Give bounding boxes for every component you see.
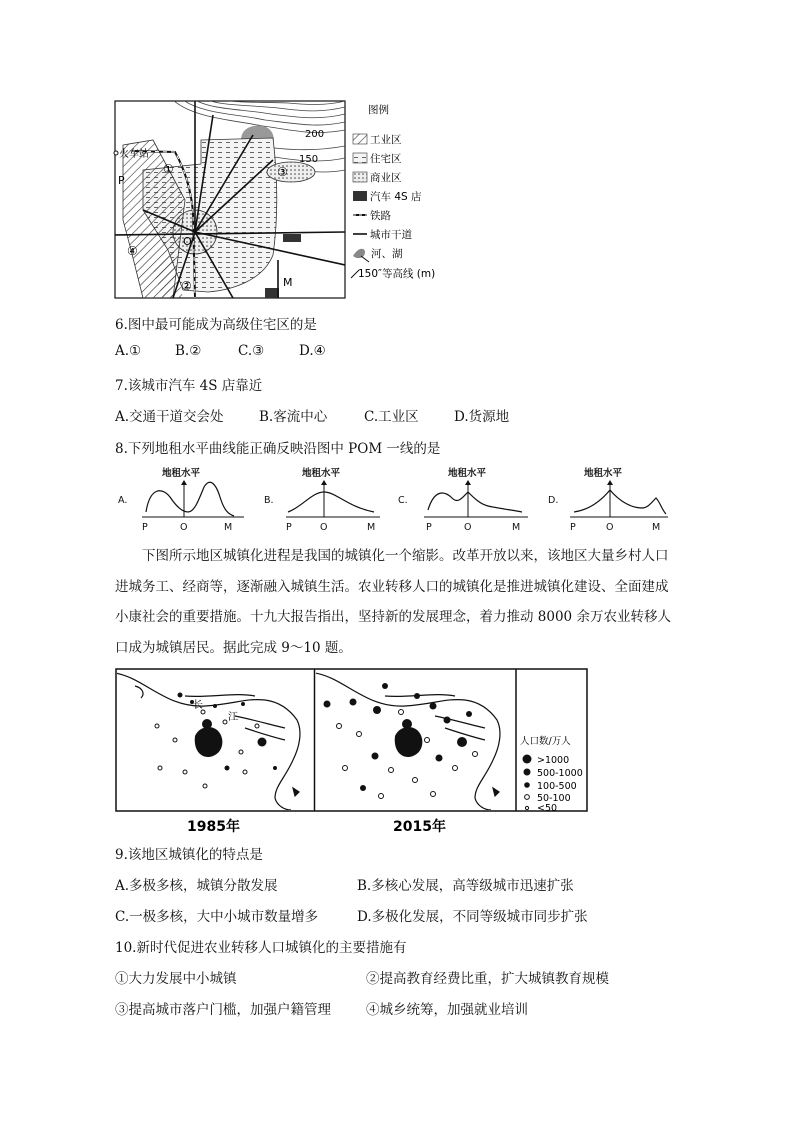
chart-b-tick-o: O (320, 522, 328, 533)
chart-a-ylabel: 地租水平 (162, 468, 201, 479)
q10-option-1[interactable]: ①大力发展中小城镇 (115, 971, 237, 987)
rent-curve-charts (112, 462, 677, 534)
contour-150-label: 150 (299, 154, 319, 165)
legend2-500-1000: 500-1000 (537, 768, 583, 779)
point-m-label: M (283, 276, 293, 289)
chart-a-tick-o: O (180, 522, 188, 533)
q7-option-b[interactable]: B.客流中心 (259, 409, 328, 425)
chart-c-tick-o: O (464, 522, 472, 533)
legend-river-lake: 河、湖 (371, 248, 403, 260)
q6-option-c[interactable]: C.③ (238, 343, 265, 359)
q7-stem: 7.该城市汽车 4S 店靠近 (115, 378, 263, 394)
chart-d-tick-o: O (606, 522, 614, 533)
reading-passage (115, 541, 680, 663)
q8-stem: 8.下列地租水平曲线能正确反映沿图中 POM 一线的是 (115, 441, 441, 457)
legend-residential: 住宅区 (370, 153, 402, 165)
q9-stem: 9.该地区城镇化的特点是 (115, 847, 263, 863)
river-label-chang: 长 (193, 700, 203, 711)
chart-b-tick-p: P (286, 522, 292, 533)
q7-option-d[interactable]: D.货源地 (454, 409, 510, 425)
chart-d-tick-m: M (652, 522, 661, 533)
contour-200-label: 200 (305, 129, 325, 140)
legend-4s-shop: 汽车 4S 店 (370, 191, 422, 203)
q7-option-a[interactable]: A.交通干道交会处 (115, 409, 224, 425)
train-station-label: 火车站 (119, 149, 149, 160)
q6-stem: 6.图中最可能成为高级住宅区的是 (115, 317, 317, 333)
legend-contour: 150″等高线 (m) (358, 268, 436, 280)
city-land-use-map (113, 100, 443, 300)
rent-chart-c[interactable] (398, 467, 528, 533)
chart-d-tick-p: P (570, 522, 576, 533)
q9-option-d[interactable]: D.多极化发展，不同等级城市同步扩张 (357, 909, 588, 925)
legend2-50-100: 50-100 (537, 793, 571, 804)
q7-option-c[interactable]: C.工业区 (364, 409, 419, 425)
legend-title: 图例 (368, 104, 389, 116)
year-2015-label: 2015年 (393, 819, 446, 835)
legend2-lt50: <50 (537, 803, 558, 814)
chart-c-letter: C. (398, 495, 408, 506)
q9-option-a[interactable]: A.多极多核，城镇分散发展 (115, 878, 278, 894)
legend-industrial: 工业区 (370, 134, 402, 146)
river-label-jiang: 江 (228, 712, 238, 723)
year-1985-label: 1985年 (187, 819, 240, 835)
chart-d-letter: D. (548, 495, 559, 506)
zone-1-label: ① (163, 162, 174, 176)
rent-chart-b[interactable] (264, 467, 380, 533)
map1-legend (351, 103, 435, 280)
chart-a-letter: A. (118, 495, 128, 506)
rent-chart-d[interactable] (548, 467, 668, 533)
urbanization-maps (115, 668, 588, 838)
zone-3-label: ③ (277, 165, 288, 179)
q9-option-c[interactable]: C.一极多核，大中小城市数量增多 (115, 909, 319, 925)
chart-b-tick-m: M (367, 522, 376, 533)
point-p-label: P (118, 174, 125, 187)
chart-a-tick-m: M (224, 522, 233, 533)
chart-c-tick-p: P (426, 522, 432, 533)
chart-c-tick-m: M (512, 522, 521, 533)
q10-option-4[interactable]: ④城乡统筹，加强就业培训 (366, 1002, 528, 1018)
legend-commercial: 商业区 (370, 172, 402, 184)
chart-c-ylabel: 地租水平 (448, 468, 487, 479)
chart-b-ylabel: 地租水平 (302, 468, 341, 479)
q10-option-2[interactable]: ②提高教育经费比重，扩大城镇教育规模 (366, 971, 609, 987)
legend2-gt1000: >1000 (537, 755, 570, 766)
legend2-title: 人口数/万人 (520, 736, 571, 747)
chart-d-ylabel: 地租水平 (584, 468, 623, 479)
zone-2-label: ② (181, 279, 192, 293)
chart-a-tick-p: P (142, 522, 148, 533)
q10-option-3[interactable]: ③提高城市落户门槛，加强户籍管理 (115, 1002, 331, 1018)
point-o-label: O (183, 235, 192, 248)
zone-4-label: ④ (127, 244, 138, 258)
legend2-100-500: 100-500 (537, 781, 577, 792)
rent-chart-a[interactable] (118, 467, 244, 533)
legend-main-road: 城市干道 (370, 229, 412, 241)
q6-option-d[interactable]: D.④ (299, 343, 326, 359)
q6-option-b[interactable]: B.② (175, 343, 202, 359)
q9-option-b[interactable]: B.多核心发展，高等级城市迅速扩张 (357, 878, 574, 894)
q10-stem: 10.新时代促进农业转移人口城镇化的主要措施有 (115, 940, 407, 956)
passage-paragraph: 下图所示地区城镇化进程是我国的城镇化一个缩影。改革开放以来，该地区大量乡村人口进城务工、经商等，逐渐融入城镇生活。农业转移人口的城镇化是推进城镇化建设、全面建成小康社会的重要措施。十九大报告指出，坚持新的发展理念，着力推动 8000 余万农业转移人口成为城镇居民。据此完成 9～10 题。 (115, 548, 671, 656)
legend-railway: 铁路 (370, 210, 391, 222)
chart-b-letter: B. (264, 495, 274, 506)
q6-option-a[interactable]: A.① (115, 343, 142, 359)
